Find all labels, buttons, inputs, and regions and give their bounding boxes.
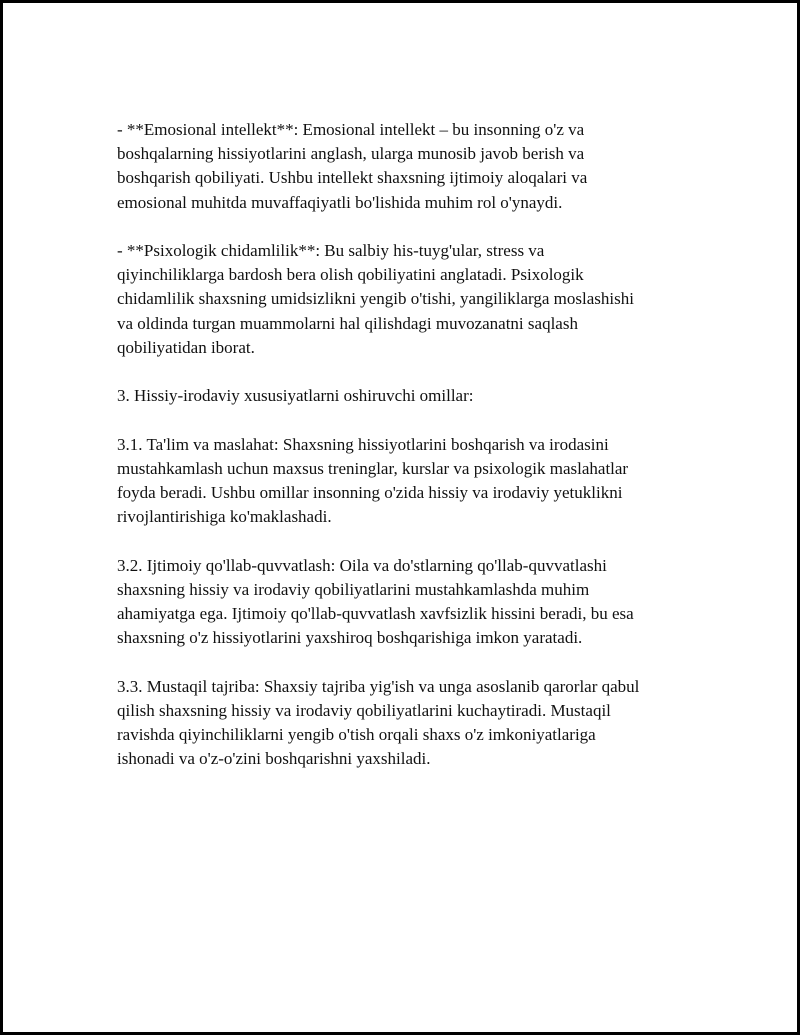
text-line: - **Emosional intellekt**: Emosional intellekt – bu insonning o'z va (117, 120, 585, 139)
text-line: qiyinchiliklarga bardosh bera olish qobiliyatini anglatadi. Psixologik (117, 265, 584, 285)
text-line: 3. Hissiy-irodaviy xususiyatlarni oshiruvchi omillar: (117, 386, 474, 406)
text-line: emosional muhitda muvaffaqiyatli bo'lishida muhim rol o'ynaydi. (117, 192, 563, 212)
text-line: foyda beradi. Ushbu omillar insonning o'zida hissiy va irodaviy yetuklikni (117, 483, 623, 502)
text-line: ishonadi va o'z-o'zini boshqarishni yaxshiladi. (117, 749, 431, 769)
paragraph-emotional-intelligence (117, 118, 717, 215)
document-body (117, 118, 717, 796)
text-line: - **Psixologik chidamlilik**: Bu salbiy his-tuyg'ular, stress va (117, 241, 545, 260)
text-line: chidamlilik shaxsning umidsizlikni yengib o'tishi, yangiliklarga moslashishi (117, 289, 634, 309)
section-heading-factors (117, 384, 717, 408)
text-line: ahamiyatga ega. Ijtimoiy qo'llab-quvvatlash xavfsizlik hissini beradi, bu esa (117, 604, 634, 623)
text-line: qilish shaxsning hissiy va irodaviy qobiliyatlarini kuchaytiradi. Mustaqil (117, 700, 611, 720)
text-line: shaxsning o'z hissiyotlarini yaxshiroq boshqarishiga imkon yaratadi. (117, 628, 583, 648)
text-line: ravishda qiyinchiliklarni yengib o'tish orqali shaxs o'z imkoniyatlariga (117, 725, 596, 744)
text-line: qobiliyatidan iborat. (117, 337, 255, 357)
paragraph-social-support (117, 554, 717, 651)
text-line: boshqalarning hissiyotlarini anglash, ularga munosib javob berish va (117, 144, 585, 164)
text-line: rivojlantirishiga ko'maklashadi. (117, 507, 332, 527)
text-line: shaxsning hissiy va irodaviy qobiliyatlarini mustahkamlashda muhim (117, 579, 590, 599)
text-line: va oldinda turgan muammolarni hal qilishdagi muvozanatni saqlash (117, 313, 578, 333)
text-line: mustahkamlash uchun maxsus treninglar, kurslar va psixologik maslahatlar (117, 458, 629, 478)
paragraph-education-counseling (117, 433, 717, 530)
paragraph-independent-experience (117, 675, 717, 772)
text-line: boshqarish qobiliyati. Ushbu intellekt shaxsning ijtimoiy aloqalari va (117, 168, 588, 188)
text-line: 3.3. Mustaqil tajriba: Shaxsiy tajriba yig'ish va unga asoslanib qarorlar qabul (117, 676, 640, 696)
text-line: 3.2. Ijtimoiy qo'llab-quvvatlash: Oila va do'stlarning qo'llab-quvvatlashi (117, 555, 607, 575)
text-line: 3.1. Ta'lim va maslahat: Shaxsning hissiyotlarini boshqarish va irodasini (117, 434, 609, 454)
paragraph-psychological-resilience (117, 239, 717, 360)
